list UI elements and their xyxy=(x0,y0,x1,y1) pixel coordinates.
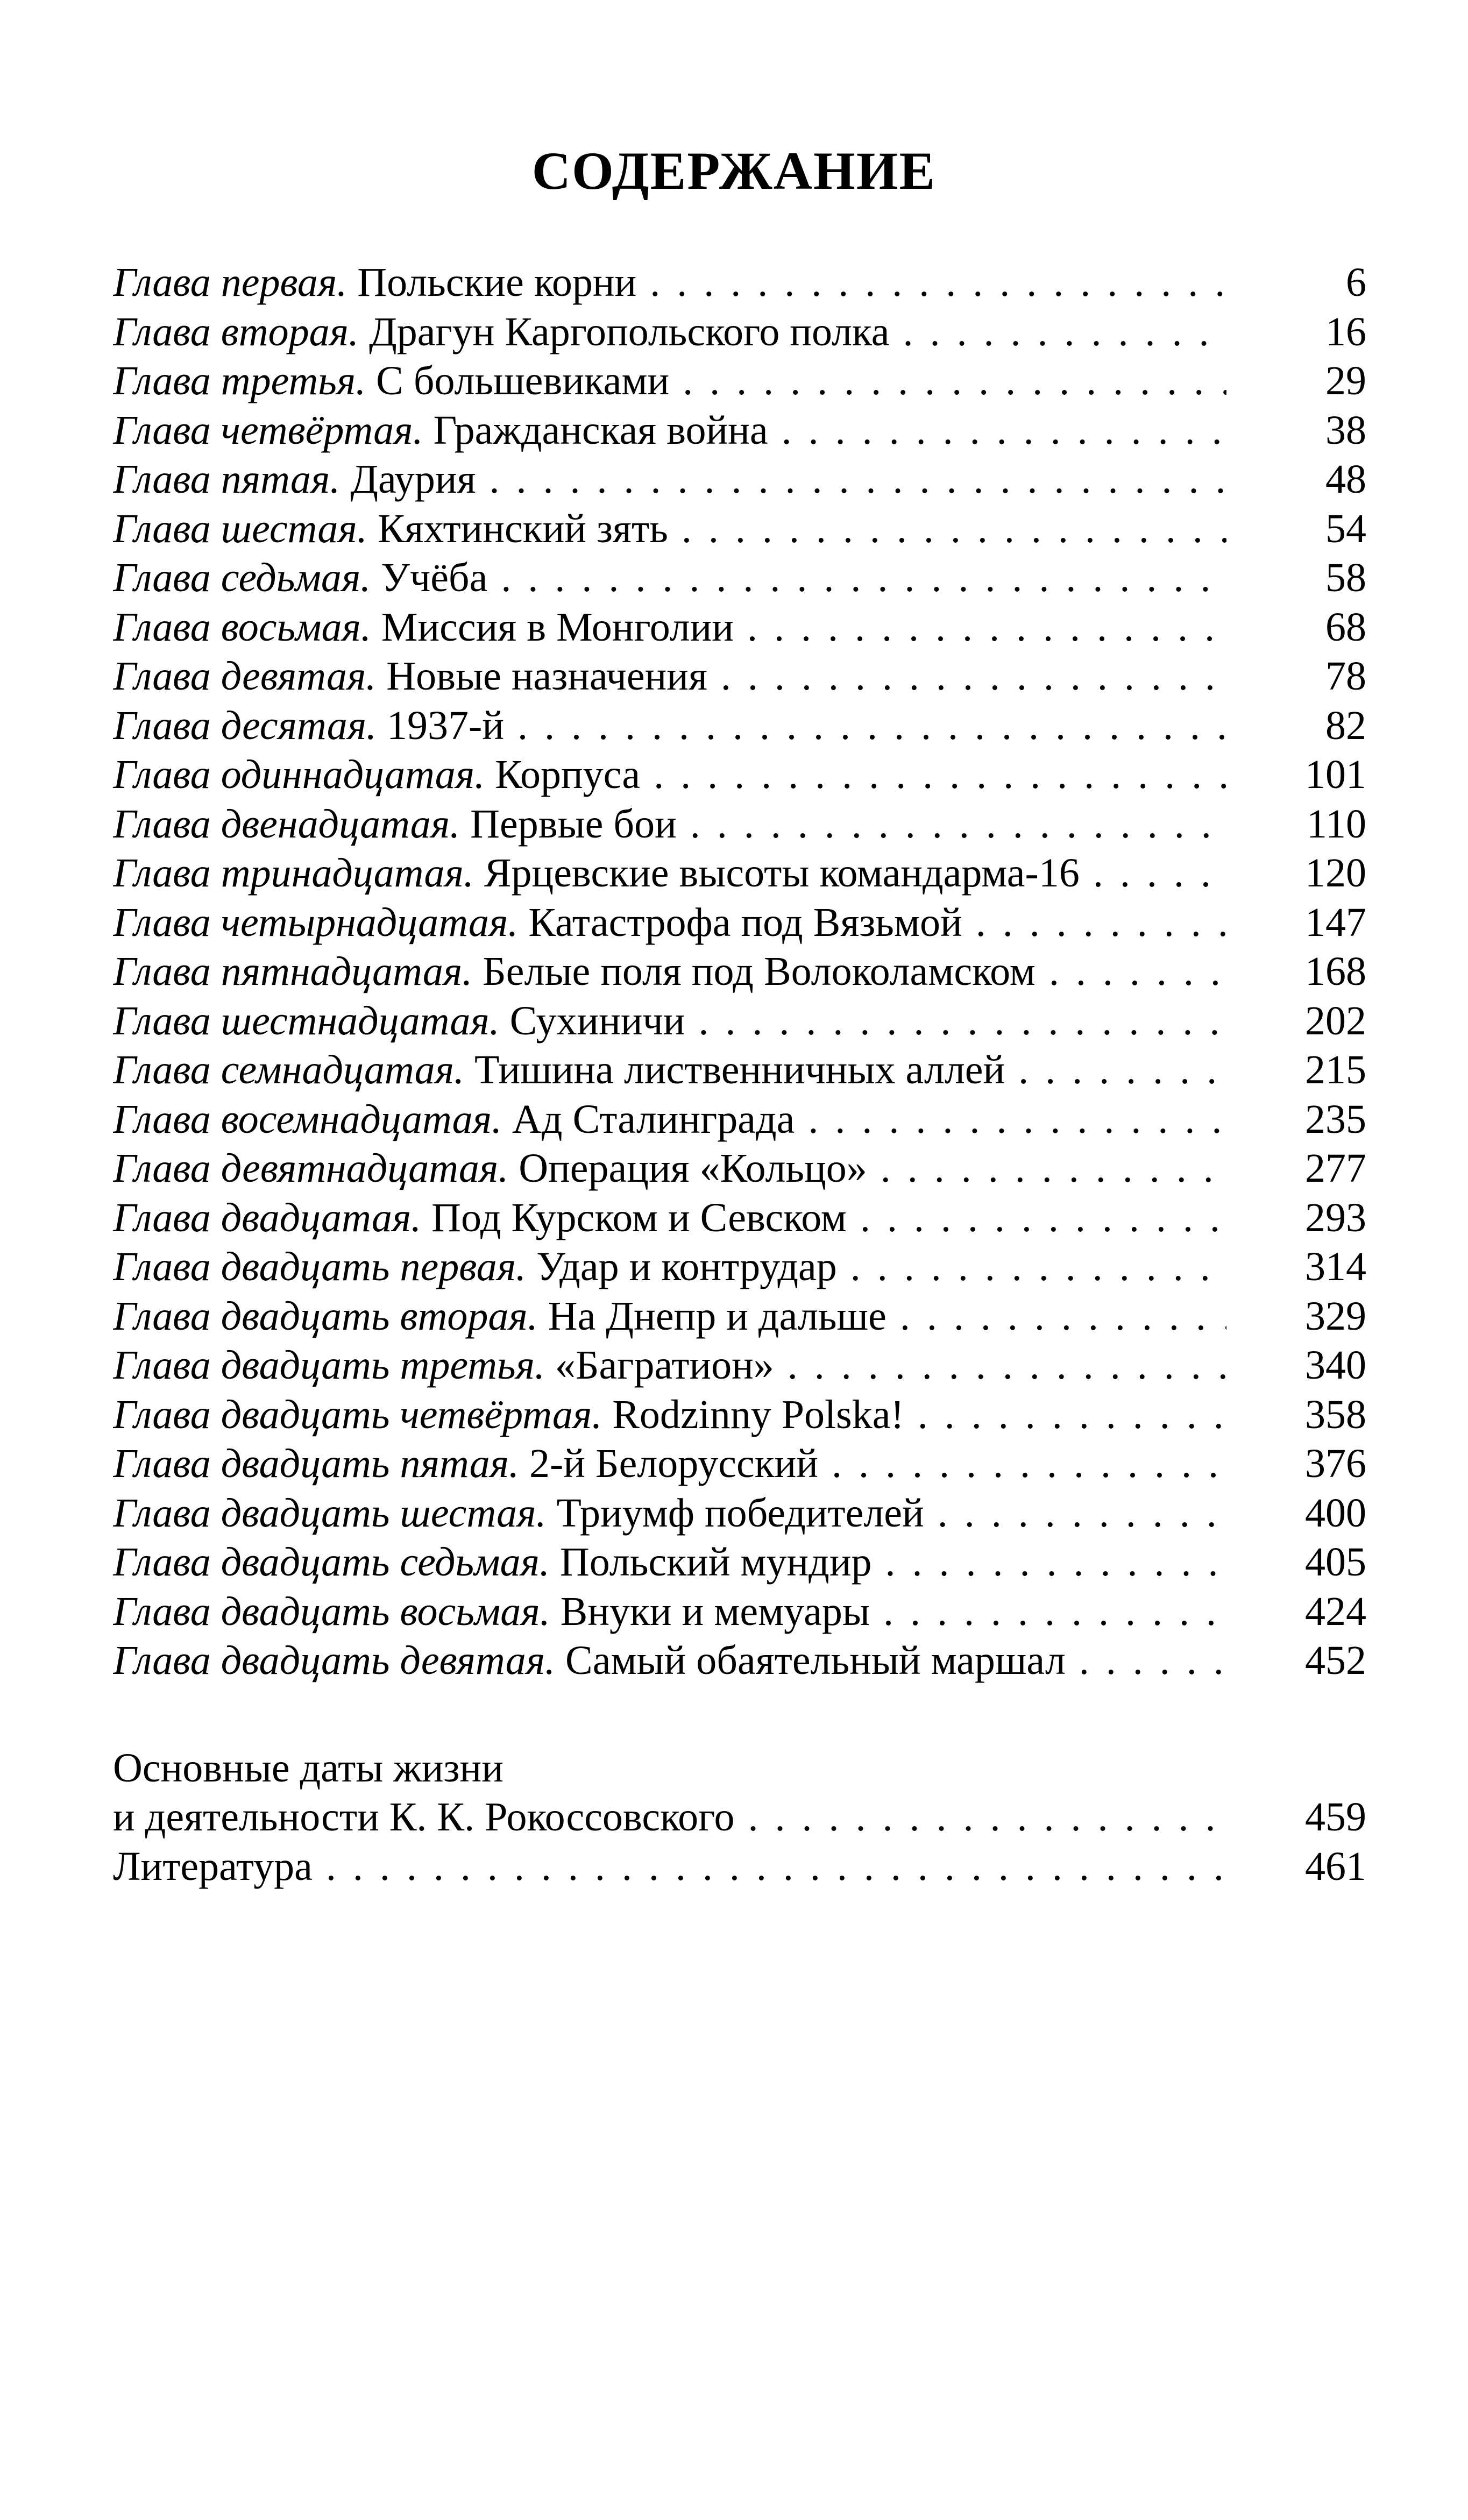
chapter-title: Удар и контрудар xyxy=(536,1244,837,1289)
chapter-title: Учёба xyxy=(381,555,488,600)
toc-entry-text xyxy=(113,1587,1226,1637)
toc-entry xyxy=(113,357,1366,406)
toc-entry xyxy=(113,750,1366,800)
chapter-label: Глава двадцать седьмая. xyxy=(113,1539,550,1585)
toc-entry xyxy=(113,849,1366,898)
page-number: 329 xyxy=(1259,1292,1366,1341)
page-number: 461 xyxy=(1259,1842,1366,1892)
chapter-title: Миссия в Монголии xyxy=(381,604,734,650)
chapter-label: Глава двадцать шестая. xyxy=(113,1490,547,1536)
page-number: 68 xyxy=(1259,603,1366,652)
page-number: 82 xyxy=(1259,701,1366,751)
toc-entry xyxy=(113,505,1366,554)
chapter-title: Первые бои xyxy=(470,801,677,847)
toc-entry-text xyxy=(113,1636,1226,1686)
toc-entry-text xyxy=(113,947,1226,997)
toc-entry-text xyxy=(113,455,1226,505)
toc-entry xyxy=(113,1538,1366,1587)
chapter-title: Ад Сталинграда xyxy=(512,1096,795,1142)
chapter-title: Гражданская война xyxy=(433,407,768,453)
toc-entry xyxy=(113,1489,1366,1538)
section-gap xyxy=(113,1686,1366,1744)
page-number: 314 xyxy=(1259,1243,1366,1292)
chapter-label: Глава двадцать пятая. xyxy=(113,1441,519,1486)
page-number: 235 xyxy=(1259,1095,1366,1145)
toc-entry-text xyxy=(113,1243,1226,1292)
page-number: 147 xyxy=(1259,898,1366,948)
page-number: 38 xyxy=(1259,406,1366,456)
page-number: 376 xyxy=(1259,1439,1366,1489)
chapter-label: Глава девятая. xyxy=(113,654,377,699)
chapter-label: Глава двадцатая. xyxy=(113,1195,422,1240)
chapter-title: Ярцевские высоты командарма-16 xyxy=(484,850,1080,896)
page-number: 340 xyxy=(1259,1341,1366,1390)
toc-entry xyxy=(113,652,1366,701)
toc-entry-text xyxy=(113,800,1226,849)
toc-entry-text xyxy=(113,1095,1226,1145)
chapter-label: Глава четырнадцатая. xyxy=(113,899,519,945)
chapter-title: Операция «Кольцо» xyxy=(519,1146,867,1191)
chapter-label: Глава восьмая. xyxy=(113,604,371,650)
chapter-title: Самый обаятельный маршал xyxy=(565,1638,1066,1683)
chapter-title: Белые поля под Волоколамском xyxy=(483,949,1036,994)
chapter-title: На Днепр и дальше xyxy=(548,1293,887,1339)
page-number: 16 xyxy=(1259,308,1366,357)
chapter-title: 1937-й xyxy=(387,702,505,748)
chapter-title: Катастрофа под Вязьмой xyxy=(528,899,962,945)
chapter-label: Глава восемнадцатая. xyxy=(113,1096,502,1142)
toc-entry-text xyxy=(113,1538,1226,1587)
chapter-label: Глава двенадцатая. xyxy=(113,801,460,847)
toc-entry xyxy=(113,1439,1366,1489)
toc-entry-text xyxy=(113,603,1226,652)
toc-entry xyxy=(113,947,1366,997)
toc-entry xyxy=(113,800,1366,849)
toc-entry-text xyxy=(113,258,1226,308)
toc-entry-text xyxy=(113,1341,1226,1390)
toc-entry xyxy=(113,455,1366,505)
literature-label: Литература . . . xyxy=(113,1842,1226,1892)
chapter-label: Глава семнадцатая. xyxy=(113,1047,465,1092)
page-number: 452 xyxy=(1259,1636,1366,1686)
toc-entry-text xyxy=(113,750,1226,800)
chapter-label: Глава двадцать девятая. xyxy=(113,1638,556,1683)
page-number: 202 xyxy=(1259,997,1366,1046)
chapter-label: Глава двадцать третья. xyxy=(113,1343,545,1388)
toc-entry xyxy=(113,1194,1366,1243)
toc-entry-text xyxy=(113,1144,1226,1194)
toc-entry xyxy=(113,1390,1366,1440)
toc-entry xyxy=(113,1095,1366,1145)
chapter-title: Польский мундир xyxy=(559,1539,872,1585)
toc-entry xyxy=(113,997,1366,1046)
table-of-contents xyxy=(113,258,1366,1891)
page-number: 459 xyxy=(1259,1793,1366,1842)
chapter-title: Даурия xyxy=(350,457,476,502)
chapter-label: Глава третья. xyxy=(113,358,366,403)
toc-entry xyxy=(113,1144,1366,1194)
toc-entry-text xyxy=(113,701,1226,751)
toc-entry xyxy=(113,701,1366,751)
toc-entry xyxy=(113,553,1366,603)
chapter-label: Глава шестнадцатая. xyxy=(113,998,500,1044)
toc-entry-text xyxy=(113,652,1226,701)
chapter-title: Корпуса xyxy=(495,752,641,797)
toc-entry xyxy=(113,1243,1366,1292)
appendix-dates-line2: и деятельности К. К. Рокоссовского . . . xyxy=(113,1793,1226,1842)
toc-entry xyxy=(113,258,1366,308)
chapter-label: Глава одиннадцатая. xyxy=(113,752,485,797)
page-number: 168 xyxy=(1259,947,1366,997)
chapter-title: Кяхтинский зять xyxy=(377,506,668,551)
chapter-title: Драгун Каргопольского полка xyxy=(368,309,890,354)
toc-entry-text xyxy=(113,1390,1226,1440)
page-number: 215 xyxy=(1259,1046,1366,1095)
toc-entry xyxy=(113,1587,1366,1637)
chapter-title: 2-й Белорусский xyxy=(529,1441,818,1486)
page-number: 54 xyxy=(1259,505,1366,554)
toc-entry xyxy=(113,898,1366,948)
page-number: 400 xyxy=(1259,1489,1366,1538)
page-number: 358 xyxy=(1259,1390,1366,1440)
toc-entry-text xyxy=(113,357,1226,406)
toc-entry xyxy=(113,1341,1366,1390)
toc-entry-appendix-line1 xyxy=(113,1744,1366,1793)
toc-entry-text xyxy=(113,1194,1226,1243)
chapter-title: С большевиками xyxy=(376,358,670,403)
toc-entry-text xyxy=(113,898,1226,948)
page-number: 424 xyxy=(1259,1587,1366,1637)
toc-entry-text xyxy=(113,997,1226,1046)
page-number: 48 xyxy=(1259,455,1366,505)
appendix-dates-line1: Основные даты жизни xyxy=(113,1745,503,1791)
chapter-label: Глава пятая. xyxy=(113,457,341,502)
toc-entry-text xyxy=(113,1489,1226,1538)
chapter-title: «Багратион» xyxy=(555,1343,774,1388)
chapter-title: Сухиничи xyxy=(509,998,685,1044)
page-number: 58 xyxy=(1259,553,1366,603)
chapter-label: Глава десятая. xyxy=(113,702,377,748)
chapter-label: Глава шестая. xyxy=(113,506,367,551)
page-number: 120 xyxy=(1259,849,1366,898)
chapter-label: Глава двадцать первая. xyxy=(113,1244,527,1289)
toc-entry-text xyxy=(113,1292,1226,1341)
chapter-title: Польские корни xyxy=(357,260,637,305)
toc-entry-text xyxy=(113,1046,1226,1095)
toc-entry xyxy=(113,603,1366,652)
page-title: СОДЕРЖАНИЕ xyxy=(531,141,937,201)
chapter-title: Rodzinny Polska! xyxy=(612,1392,904,1437)
page-number: 78 xyxy=(1259,652,1366,701)
page-number: 110 xyxy=(1259,800,1366,849)
page-number: 293 xyxy=(1259,1194,1366,1243)
chapter-label: Глава четвёртая. xyxy=(113,407,423,453)
chapter-title: Новые назначения xyxy=(386,654,707,699)
page-number: 29 xyxy=(1259,357,1366,406)
toc-entry-text xyxy=(113,849,1226,898)
page-number: 405 xyxy=(1259,1538,1366,1587)
page-number: 101 xyxy=(1259,750,1366,800)
toc-entry-text xyxy=(113,1439,1226,1489)
toc-entry-appendix-dates xyxy=(113,1793,1366,1842)
toc-entry xyxy=(113,1292,1366,1341)
chapter-label: Глава вторая. xyxy=(113,309,359,354)
chapter-label: Глава первая. xyxy=(113,260,348,305)
chapter-title: Под Курском и Севском xyxy=(431,1195,847,1240)
chapter-label: Глава пятнадцатая. xyxy=(113,949,473,994)
chapter-label: Глава тринадцатая. xyxy=(113,850,474,896)
toc-entry-text xyxy=(113,406,1226,456)
chapter-title: Внуки и мемуары xyxy=(560,1588,870,1634)
toc-entry xyxy=(113,406,1366,456)
chapter-title: Триумф победителей xyxy=(556,1490,924,1536)
toc-entry-text xyxy=(113,308,1226,357)
toc-entry xyxy=(113,1636,1366,1686)
toc-entry xyxy=(113,308,1366,357)
page-number: 277 xyxy=(1259,1144,1366,1194)
chapter-label: Глава девятнадцатая. xyxy=(113,1146,509,1191)
chapter-label: Глава двадцать четвёртая. xyxy=(113,1392,602,1437)
chapter-label: Глава двадцать вторая. xyxy=(113,1293,538,1339)
chapter-label: Глава седьмая. xyxy=(113,555,371,600)
toc-entry-literature xyxy=(113,1842,1366,1892)
chapter-label: Глава двадцать восьмая. xyxy=(113,1588,550,1634)
page-number: 6 xyxy=(1259,258,1366,308)
toc-entry xyxy=(113,1046,1366,1095)
chapter-title: Тишина лиственничных аллей xyxy=(474,1047,1005,1092)
toc-entry-text xyxy=(113,553,1226,603)
toc-entry-text xyxy=(113,505,1226,554)
